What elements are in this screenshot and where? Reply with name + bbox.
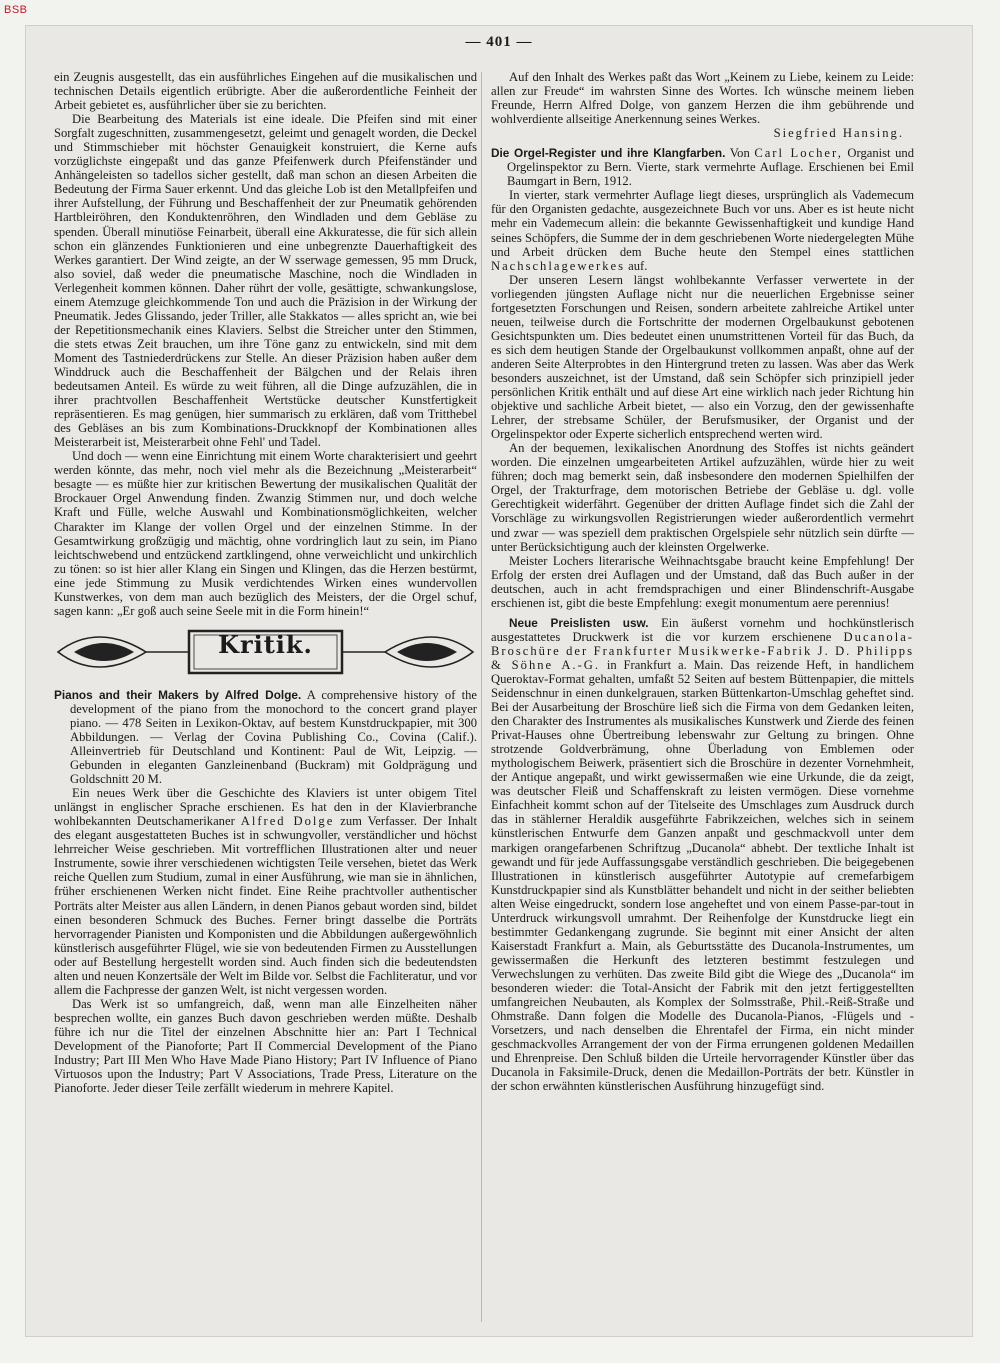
review-title: Die Orgel-Register und ihre Klangfarben. <box>491 146 726 161</box>
paragraph: Auf den Inhalt des Werkes paßt das Wort „Keinem zu Liebe, keinem zu Leide: allen zur Freude“ im wahrsten Sinne des Wortes. Ich wünsche meinem lieben Freunde, Herrn Alfred Dolge, von ganzem Herzen die ihm gebührende und wohlverdiente allseitige Anerkennung seines Werkes. <box>491 70 914 127</box>
author-name: Alfred Dolge <box>240 814 335 829</box>
kritik-heading: Kritik. <box>218 629 313 659</box>
emphasis-text: Ducanola-Broschüre der Frankfurter Musikwerke-Fabrik J. D. Philipps & Söhne A.-G. <box>491 629 914 672</box>
kritik-section-banner <box>54 626 477 678</box>
paragraph: Und doch — wenn eine Einrichtung mit einem Worte charakterisiert und geehrt werden könnte, das mehr, noch viel mehr als die Bezeichnung „Meisterarbeit“ besagte — es müßte hier zur kritischen Bewertung der musikalischen Qualität der Brockauer Orgel Anwendung finden. Zwanzig Stimmen nur, und doch welche Kraft und Fülle, welche Auswahl und Kombinationsmöglichkeiten, welcher Charakter im Klange der vollen Orgel und der einzelnen Stimme. In der Gesamtwirkung großzügig und mächtig, ohne vordringlich laut zu sein, im Piano leichtschwebend und entzückend zartklingend, ohne verweichlicht und unkirchlich zu tönen: so ist hier aller Klang ein Singen und Klingen, das die Herzen bestürmt, eine jede Stimmung zu Musik verdichtendes Wirken eines wundervollen Kunstwerkes, von dem man auch bezüglich des Meisters, der die Orgel schuf, sagen kann: „Er goß auch seine Seele mit in die Form hinein!“ <box>54 449 477 618</box>
text-run: auf. <box>628 258 648 273</box>
page-number: — 401 — <box>465 34 533 50</box>
review-details: A comprehensive history of the development of the piano from the monochord to the concert grand player piano. — 478 Seiten in Lexikon-Oktav, auf bestem Kunstdruckpapier, mit 300 Abbildungen. — Verlag der Covina Publishing Co., Covina (Calif.). Alleinvertrieb für Deutschland und Kontinent: Paul de Wit, Leipzig. — Gebunden in eleganten Ganzleinenband (Buckram) mit Goldprägung und Goldschnitt 20 M. <box>70 687 477 787</box>
review-entry <box>54 688 477 786</box>
paragraph: Der unseren Lesern längst wohlbekannte Verfasser verwertete in der vorliegenden jüngsten Auflage nicht nur die neuerlichen Ergebnisse seiner fortgesetzten Forschungen und Reisen, sondern arbeitete zahlreiche Artikel unter neuen, teilweise durch die Fortschritte der modernen Orgelbaukunst gebotenen Gesichtspunkten um. Dies bedeutet einen unumstrittenen Vorteil für das Buch, da es sich dem heutigen Stande der Orgelbaukunst vollkommen anpaßt, ohne auf der anderen Seite Alterprobtes in den Hintergrund treten zu lassen. Was aber das Werk besonders auszeichnet, ist der Umstand, daß sein Schöpfer sich prinzipiell jeder persönlichen Kritik enthält und auf diese Art eine wirklich nach jeder Richtung hin objektive und sachliche Arbeit bietet, — also ein Vorzug, den der gewissenhafte Lehrer, der strebsame Schüler, der Berufsmusiker, der Organist und der Orgelinspektor oder Experte sicherlich entsprechend werten wird. <box>491 272 914 442</box>
text-run: Von <box>729 146 750 161</box>
review-details: Organist und Orgelinspektor zu Bern. Vierte, stark vermehrte Auflage. Erschienen bei Emil Baumgart in Bern, 1912. <box>507 146 914 189</box>
text-run: Ein äußerst vornehm und hochkünstlerisch ausgestattetes Druckwerk ist die vor kurzem erschienene <box>491 615 914 644</box>
text-run: in Frankfurt a. Main. Das reizende Heft, in handlichem Queroktav-Format gehalten, umfaßt 52 Seiten auf bestem Büttenpapier, die mittels Seidenschnur in einen dunkelgrauen, starken Büttenkarton-Umschlag geheftet sind. Bei der Ausarbeitung der Broschüre ließ sich die Firma von dem Gedanken leiten, den Charakter des Instrumentes als musikalisches Kunstwerk und Zierde des feinen Privat-Hauses ohne Übertreibung lebenswahr zur Geltung zu bringen. Ohne strotzende Goldverbrämung, ohne Überladung von Emblemen oder mythologischem Beiwerk, präsentiert sich die Broschüre in dezenter Vornehmheit, der Antique angepaßt, und wirkt gewissermaßen wie eine Urkunde, die da zeigt, was deutscher Fleiß und Schaffenskraft zu leisten vermögen. Diese vornehme Einfachheit kommt schon auf der Titelseite des Umschlages zum Ausdruck durch das in stählerner Heraldik ausgeführte Fabrikzeichen, welches sich in seinem künstlerischen Entwurfe dem Ganzen anpaßt und geschmackvoll unter dem markigen orangefarbenen Schriftzug „Ducanola“ abhebt. Der textliche Inhalt ist gewandt und für jede Auffassungsgabe verständlich geschrieben. Die beigegebenen Illustrationen in künstlerisch ausgeführter Autotypie auf cremefarbigem Kunstdruckpapier sind als Kunstblätter behandelt und nicht in der seither beliebten alten Weise eingedruckt, sondern lose angeheftet und von einem Passe-par-tout in Unterdruck wirkungsvoll umrahmt. Der Reihenfolge der Kunstdrucke liegt ein bestimmter Gedankengang zugrunde. Sie beginnt mit einer Ansicht der alten Kaiserstadt Frankfurt a. Main, als Geburtsstätte des Ducanola-Instrumentes, um gewissermaßen die Herkunft des letzteren bestimmt festzulegen und Verwechslungen zu verhüten. Das zweite Bild gibt die Wiege des „Ducanola“ im besonderen wieder: die Total-Ansicht der Fabrik mit den jetzt fertiggestellten umfangreichen Neubauten, als Komplex der Solmsstraße, Phil.-Reiß-Straße und Ohmstraße. Dann folgen die Modelle des Ducanola-Pianos, -Flügels und -Vorsetzers, und nach denselben die Ehrentafel der Firma, ein nicht minder geschmackvolles Arrangement der von der Firma errungenen goldenen Medaillen und Ehrenpreise. Den Schluß bilden die Urteile hervorragender Künstler über das Ducanola in Faksimile-Druck, denen die Medaillon-Porträts der betr. Künstler in der schon erwähnten künstlerischen Ausführung hinzugefügt sind. <box>491 657 914 1094</box>
paragraph: Die Bearbeitung des Materials ist eine ideale. Die Pfeifen sind mit einer Sorgfalt zugeschnitten, zusammengesetzt, geleimt und genagelt worden, die Deckel und Stimmschieber mit höchster Genauigkeit konstruiert, die Kerne aufs vorzüglichste eingepaßt und das ganze Pfeifenwerk durch Pfeifenständer und Anhängeleisten so tadellos sicher gestellt, daß man schon an diesen Arbeiten die Bedeutung der Firma Sauer erkennt. Und das gleiche Lob ist den Metallpfeifen und ihrer Aufstellung, der Führung und Beschaffenheit der zur Pneumatik gehörenden Hartbleiröhren, den Konduktenröhren, den Windladen und dem Gebläse zu spenden. Überall minutiöse Feinarbeit, überall eine Akkuratesse, die für sich allein schon ein glänzendes Funktionieren und eine unbegrenzte Dauerhaftigkeit des Werkes garantiert. Der Wind zeigte, an der W sserwage gemessen, 95 mm Druck, also soviel, daß weder die pneumatische Maschine, noch die Windladen in Verlegenheit kommen können. Daher rührt der volle, gesättigte, schwankungslose, einem Atemzuge gleichkommende Ton und auch die Präzision in der Wirkung der Pneumatik. Jedes Glissando, jeder Triller, alle Stakkatos — alles spricht an, wie bei der Repetitionsmechanik eines Klaviers. Selbst die Streicher unter den Stimmen, die stets etwas Zeit brauchen, um ihre Töne ganz zu entwickeln, sind mit dem Moment des Tastniederdrückens zur Stelle. An dieser Präzision haben außer dem Winddruck auch die Beschaffenheit der Bälgchen und der Relais ihren bedeutsamen Anteil. Es würde zu weit führen, all die Dinge aufzuzählen, die in ihrer prachtvollen Beschaffenheit Wertstücke deutscher Kunstfertigkeit repräsentieren. Es mag genügen, hier summarisch zu erklären, daß vom Tritthebel des Gebläses an bis zum Kombinations-Druckknopf der Kombinationen alles Meisterarbeit ist, Meisterarbeit ohne Fehl' und Tadel. <box>54 112 477 450</box>
section-title: Neue Preislisten usw. <box>509 615 649 630</box>
signature: Siegfried Hansing. <box>773 126 904 141</box>
emphasis-text: Nachschlagewerkes <box>491 258 625 273</box>
paragraph: Das Werk ist so umfangreich, daß, wenn man alle Einzelheiten näher besprechen wollte, ein ganzes Buch davon geschrieben werden müßte. Deshalb führe ich nur die Titel der einzelnen Abschnitte hier an: Part I Technical Development of the Pianoforte; Part II Commercial Development of the Piano Industry; Part III Men Who Have Made Piano History; Part IV Influence of Piano Virtuosos upon the Industry; Part V Associations, Trade Press, Literature on the Pianoforte. Jeder dieser Teile zerfällt wiederum in mehrere Kapitel. <box>54 996 477 1096</box>
paragraph <box>491 616 914 1094</box>
paragraph <box>54 786 477 997</box>
library-watermark: BSB <box>4 4 28 16</box>
text-run: In vierter, stark vermehrter Auflage liegt dieses, ursprünglich als Vademecum für den Organisten gedachte, ausgezeichnete Buch vor uns. Aber es ist heute nicht mehr ein Vademecum allein: die bekannte Gewissenhaftigkeit und kundige Hand seines Schöpfers, die Summe der in dem geschriebenen Worte niedergelegten Mühe und Arbeit drücken dem Buche heute den Stempel eines stattlichen <box>491 188 914 259</box>
paragraph: An der bequemen, lexikalischen Anordnung des Stoffes ist nichts geändert worden. Die einzelnen umgearbeiteten Artikel aufzuzählen, würde hier zu weit führen; doch mag bemerkt sein, daß insbesondere den modernen Spielhilfen der Orgel, der Trakturfrage, dem motorischen Betriebe der Gebläse u. dgl. volle Gerechtigkeit widerfährt. Gegenüber der dritten Auflage findet sich die Zahl der Vorschläge zu wirkungsvollen Registrierungen wieder außerordentlich vermehrt und zwar — was speziell dem praktischen Orgelspiele sehr nützlich sein dürfte — unter Berücksichtigung auch der kleinsten Orgelwerke. <box>491 441 914 554</box>
paragraph <box>491 188 914 272</box>
right-column <box>491 70 914 1093</box>
text-run: zum Verfasser. Der Inhalt des elegant ausgestatteten Buches ist in schwungvoller, verständlicher und höchst lehrreicher Weise geschrieben. Mit vortrefflichen Illustrationen alter und neuer Instrumente, sowie ihrer verschiedenen wichtigsten Teile versehen, bietet das Werk reiche Quellen zum Studium, zumal in einer Ausführung, wie man sie in ähnlichen, früher erschienenen Werken nicht findet. Eine Reihe prachtvoller authentischer Porträts alter Meister aus allen Ländern, in denen Pianos gebaut worden sind, bildet einen besonderen Schmuck des Buches. Ferner bringt dasselbe die Porträts hervorragender Pianisten und Komponisten und die Abbildungen außergewöhnlich künstlerisch ausgeführter Flügel, wie sie von bedeutenden Firmen zu Ausstellungen oder auf Bestellung hergestellt worden sind. Auch finden sich die bedeutendsten alten und neuen Konzertsäle der Welt im Bilde vor. Selbst die Fachliteratur, und vor allem die Fachpresse der ganzen Welt, ist nicht vergessen worden. <box>54 814 478 997</box>
text-run: Ein neues Werk über die Geschichte des Klaviers ist unter obigem Titel unlängst in englischer Sprache erschienen. Es hat den in der Klavierbranche wohlbekannten Deutschamerikaner <box>54 786 477 829</box>
paragraph: ein Zeugnis ausgestellt, das ein ausführliches Eingehen auf die musikalischen und technischen Details eigentlich erübrigte. Aber die außerordentliche Feinheit der Arbeit gebietet es, ausführlicher über sie zu berichten. <box>54 70 477 113</box>
review-entry <box>491 146 914 188</box>
newspaper-page <box>26 26 972 1336</box>
left-column <box>54 70 477 1095</box>
column-divider <box>481 72 482 1322</box>
author-name: Carl Locher, <box>754 146 843 161</box>
paragraph: Meister Lochers literarische Weihnachtsgabe braucht keine Empfehlung! Der Erfolg der ersten drei Auflagen und der Umstand, daß das Buch außer in der deutschen, auch in acht fremdsprachigen und einer Blindenschrift-Ausgabe erschienen ist, gibt die beste Empfehlung: exegit monumentum aere perennius! <box>491 553 914 610</box>
review-title: Pianos and their Makers by Alfred Dolge. <box>54 687 302 702</box>
